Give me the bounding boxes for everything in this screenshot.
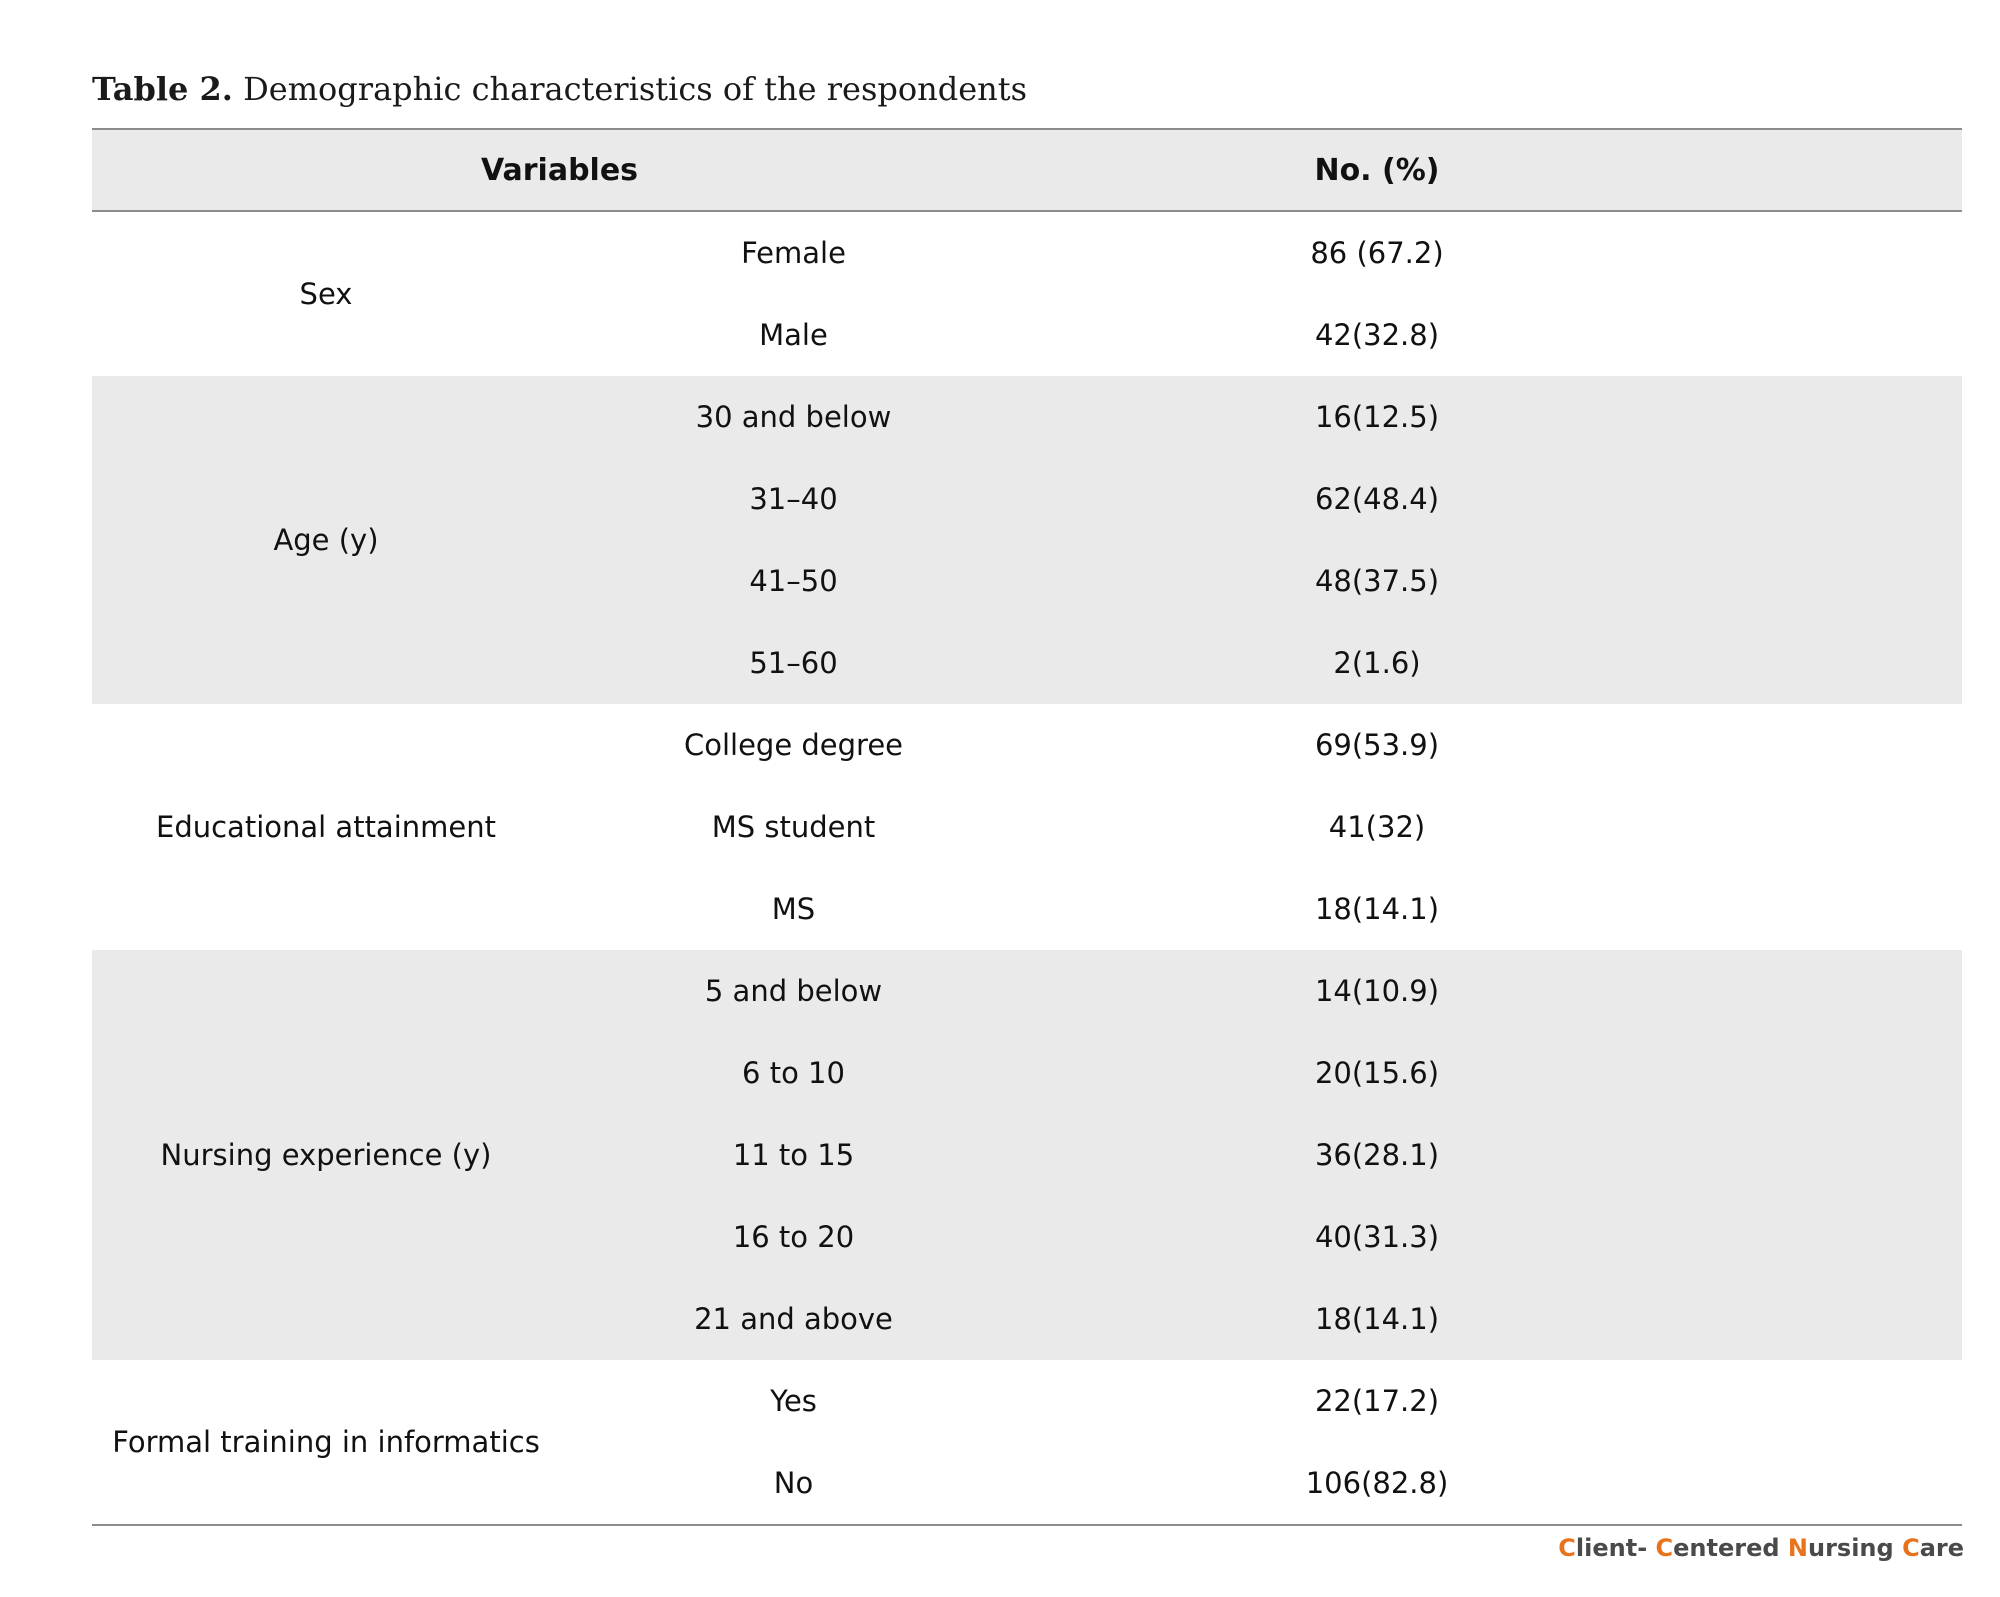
row-category: Yes (770, 1384, 817, 1418)
row-category: 31–40 (749, 482, 838, 516)
table-group (92, 950, 1962, 1360)
row-category: 30 and below (695, 400, 892, 434)
row-category: Male (759, 318, 828, 352)
table-row (560, 704, 1962, 786)
table-row (560, 540, 1962, 622)
row-value: 14(10.9) (1314, 974, 1440, 1008)
row-category: 6 to 10 (742, 1056, 845, 1090)
row-value: 62(48.4) (1314, 482, 1440, 516)
row-value: 86 (67.2) (1310, 236, 1444, 270)
row-value: 36(28.1) (1314, 1138, 1440, 1172)
row-value: 41(32) (1328, 810, 1426, 844)
table-caption-text: Demographic characteristics of the respondents (243, 70, 1028, 108)
row-value: 69(53.9) (1314, 728, 1440, 762)
row-value: 42(32.8) (1314, 318, 1440, 352)
table-row (560, 1032, 1962, 1114)
group-label: Nursing experience (y) (160, 1138, 492, 1172)
table-row (560, 786, 1962, 868)
row-category: 11 to 15 (732, 1138, 855, 1172)
demographics-table (92, 128, 1962, 1526)
row-category: 21 and above (694, 1302, 893, 1336)
table-group (92, 704, 1962, 950)
header-variables: Variables (480, 152, 639, 188)
table-caption-label: Table 2. (92, 70, 233, 108)
table-row (560, 294, 1962, 376)
journal-logo: Client- Centered Nursing Care (1558, 1534, 1964, 1562)
table-caption (92, 64, 1027, 114)
table-row (560, 950, 1962, 1032)
row-value: 48(37.5) (1314, 564, 1440, 598)
row-value: 16(12.5) (1314, 400, 1440, 434)
row-value: 106(82.8) (1305, 1466, 1449, 1500)
table-row (560, 212, 1962, 294)
table-row (560, 1196, 1962, 1278)
row-category: MS student (711, 810, 876, 844)
table-group (92, 1360, 1962, 1524)
row-value: 2(1.6) (1333, 646, 1421, 680)
table-header-row (92, 130, 1962, 212)
row-category: 5 and below (704, 974, 883, 1008)
group-label: Sex (299, 277, 353, 311)
table-row (560, 1442, 1962, 1524)
row-category: MS (771, 892, 816, 926)
table-group (92, 376, 1962, 704)
table-row (560, 622, 1962, 704)
row-value: 22(17.2) (1314, 1384, 1440, 1418)
table-row (560, 868, 1962, 950)
table-row (560, 458, 1962, 540)
row-category: 16 to 20 (732, 1220, 855, 1254)
header-count: No. (%) (1314, 152, 1440, 188)
group-label: Age (y) (273, 523, 379, 557)
row-category: 41–50 (749, 564, 838, 598)
table-row (560, 1114, 1962, 1196)
row-category: College degree (683, 728, 904, 762)
row-value: 18(14.1) (1314, 892, 1440, 926)
table-row (560, 1278, 1962, 1360)
row-value: 40(31.3) (1314, 1220, 1440, 1254)
table-row (560, 1360, 1962, 1442)
table-row (560, 376, 1962, 458)
row-value: 20(15.6) (1314, 1056, 1440, 1090)
row-category: 51–60 (749, 646, 838, 680)
row-category: No (773, 1466, 814, 1500)
row-category: Female (741, 236, 846, 270)
table-group (92, 212, 1962, 376)
table-body (92, 212, 1962, 1524)
group-label: Formal training in informatics (112, 1425, 540, 1459)
row-value: 18(14.1) (1314, 1302, 1440, 1336)
group-label: Educational attainment (156, 810, 496, 844)
